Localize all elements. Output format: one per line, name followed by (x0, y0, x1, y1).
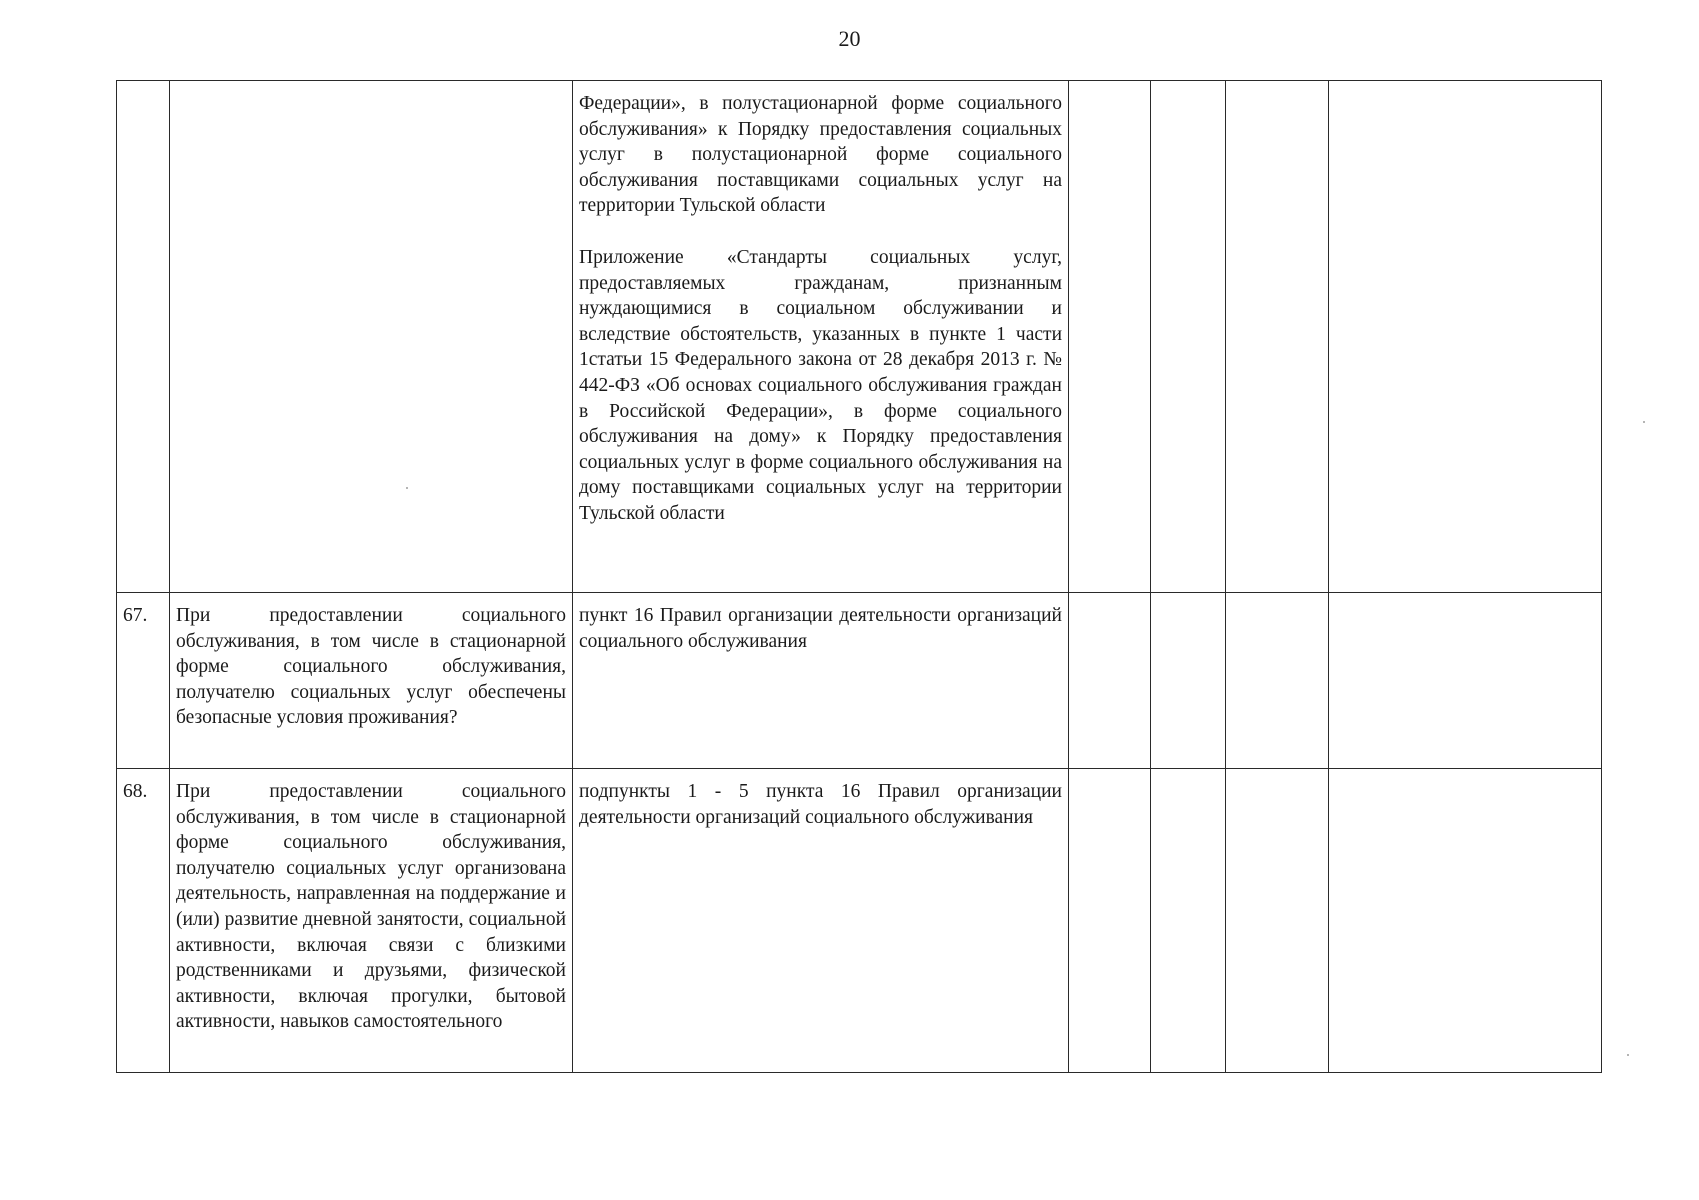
question-cell (170, 81, 573, 593)
answer-na-cell (1226, 81, 1329, 593)
checklist-table (116, 80, 1602, 1073)
answer-yes-cell (1069, 593, 1151, 769)
table-row (117, 81, 1602, 593)
page-number: 20 (838, 26, 861, 51)
reference-cell (573, 769, 1069, 1073)
answer-yes-cell (1069, 81, 1151, 593)
scan-speck (1627, 1054, 1629, 1056)
table-row (117, 593, 1602, 769)
answer-na-cell (1226, 593, 1329, 769)
reference-paragraph: пункт 16 Правил организации деятельности организаций социального обслуживания (579, 605, 1062, 652)
reference-paragraph: Приложение «Стандарты социальных услуг, предоставляемых гражданам, признанным нуждающимися в социальном обслуживании и вследствие обстоятельств, указанных в пункте 1 части 1статьи 15 Федерального закона от 28 декабря 2013 г. № 442-ФЗ «Об основах социального обслуживания граждан в Российской Федерации», в форме социального обслуживания на дому» к Порядку предоставления социальных услуг в форме социального обслуживания на дому поставщиками социальных услуг на территории Тульской области (579, 246, 1062, 524)
question-cell: При предоставлении социального обслуживания, в том числе в стационарной форме социального обслуживания, получателю социальных услуг организована деятельность, направленная на поддержание и (или) развитие дневной занятости, социальной активности, включая связи с близкими родственниками и друзьями, физической активности, включая прогулки, бытовой активности, навыков самостоятельного (170, 769, 573, 1073)
notes-cell (1329, 769, 1602, 1073)
row-number-cell: 67. (117, 593, 170, 769)
scan-speck (1643, 421, 1645, 423)
row-number-cell: 68. (117, 769, 170, 1073)
reference-cell (573, 593, 1069, 769)
reference-paragraph: Федерации», в полустационарной форме социального обслуживания» к Порядку предоставления социальных услуг в полустационарной форме социального обслуживания поставщиками социальных услуг на территории Тульской области (579, 93, 1062, 217)
question-cell: При предоставлении социального обслуживания, в том числе в стационарной форме социального обслуживания, получателю социальных услуг обеспечены безопасные условия проживания? (170, 593, 573, 769)
notes-cell (1329, 593, 1602, 769)
reference-paragraph: подпункты 1 - 5 пункта 16 Правил организации деятельности организаций социального обслуживания (579, 781, 1062, 828)
answer-na-cell (1226, 769, 1329, 1073)
notes-cell (1329, 81, 1602, 593)
table-row (117, 769, 1602, 1073)
answer-no-cell (1151, 593, 1226, 769)
answer-no-cell (1151, 769, 1226, 1073)
reference-cell (573, 81, 1069, 593)
answer-no-cell (1151, 81, 1226, 593)
answer-yes-cell (1069, 769, 1151, 1073)
row-number-cell (117, 81, 170, 593)
scan-speck (406, 487, 408, 489)
